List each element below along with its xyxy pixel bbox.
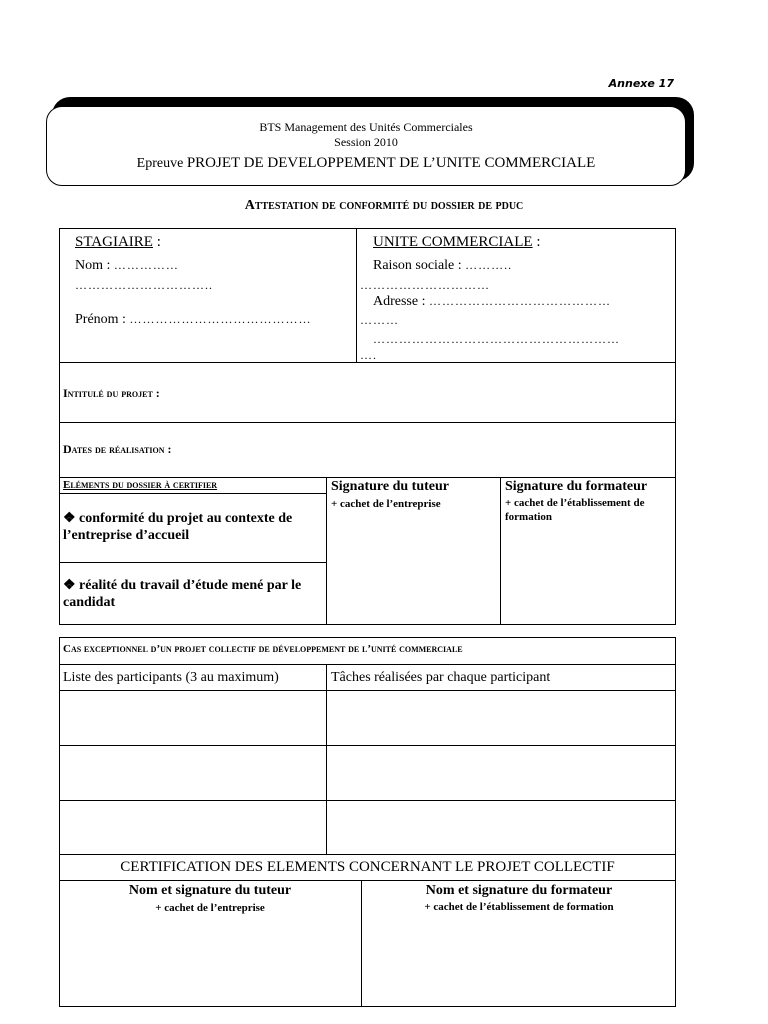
raison-dots-line2: …………………………	[360, 278, 490, 292]
collectif-formateur-sub: + cachet de l’établissement de formation	[424, 901, 614, 913]
elements-heading: Eléments du dossier à certifier	[63, 479, 218, 491]
prenom-label: Prénom :	[75, 312, 130, 327]
attestation-title: Attestation de conformité du dossier de pduc	[244, 198, 524, 213]
prenom-dots: ……………………………………	[129, 312, 312, 326]
adresse-dots-line4: ….	[360, 348, 377, 362]
divider	[59, 664, 676, 665]
tache-row-3[interactable]	[327, 801, 675, 854]
tache-row-1[interactable]	[327, 691, 675, 745]
raison-dots: ………..	[465, 258, 513, 272]
stagiaire-heading	[75, 234, 161, 251]
nom-dots: ……………	[113, 258, 179, 272]
raison-label: Raison sociale :	[373, 258, 466, 273]
participant-row-3[interactable]	[60, 801, 326, 854]
divider	[500, 477, 501, 625]
participant-row-2[interactable]	[60, 746, 326, 800]
signature-tuteur-sub: + cachet de l’entreprise	[331, 498, 441, 510]
divider	[59, 562, 327, 563]
intitule-projet-label: Intitulé du projet :	[63, 386, 160, 400]
stagiaire-colon: :	[152, 234, 161, 250]
signature-tuteur-heading: Signature du tuteur	[331, 479, 449, 494]
signature-formateur-sub: + cachet de l’établissement de formation	[505, 497, 645, 523]
col-participants: Liste des participants (3 au maximum)	[63, 670, 279, 685]
participant-row-1[interactable]	[60, 691, 326, 745]
nom-field[interactable]	[75, 258, 179, 274]
divider	[59, 493, 327, 494]
header-line2: Session 2010	[334, 135, 398, 149]
header-line3	[47, 155, 685, 172]
collectif-formateur-heading: Nom et signature du formateur	[425, 883, 613, 898]
signature-formateur-heading: Signature du formateur	[505, 479, 648, 494]
certification-heading: CERTIFICATION DES ELEMENTS CONCERNANT LE PROJET COLLECTIF	[120, 859, 615, 875]
collectif-tuteur-heading: Nom et signature du tuteur	[128, 883, 292, 898]
divider	[326, 477, 327, 625]
collectif-heading: Cas exceptionnel d’un projet collectif de développement de l’unité commerciale	[63, 643, 463, 655]
unite-heading-text: UNITE COMMERCIALE	[373, 234, 533, 250]
header-line1: BTS Management des Unités Commerciales	[259, 120, 473, 134]
header-banner	[46, 106, 686, 186]
nom-label: Nom :	[75, 258, 114, 273]
unite-heading	[373, 234, 541, 251]
adresse-dots-line2: ………	[360, 313, 399, 327]
divider	[59, 422, 676, 423]
element-conformite: ❖ conformité du projet au contexte de l’entreprise d’accueil	[63, 511, 293, 543]
divider	[361, 880, 362, 1007]
header-epreuve: Epreuve	[136, 156, 187, 171]
divider	[59, 880, 676, 881]
divider	[59, 854, 676, 855]
adresse-field[interactable]	[373, 294, 611, 310]
adresse-label: Adresse :	[373, 294, 429, 309]
collectif-tuteur-sub: + cachet de l’entreprise	[155, 902, 265, 914]
unite-colon: :	[532, 234, 541, 250]
nom-dots-line2: …………………………..	[75, 278, 213, 292]
dates-realisation-label: Dates de réalisation :	[63, 442, 172, 456]
adresse-dots: ……………………………………	[429, 294, 611, 308]
header-epreuve-title: PROJET DE DEVELOPPEMENT DE L’UNITE COMMERCIALE	[186, 155, 596, 171]
stagiaire-heading-text: STAGIAIRE	[75, 234, 153, 250]
col-taches: Tâches réalisées par chaque participant	[331, 670, 551, 685]
element-realite: ❖ réalité du travail d’étude mené par le candidat	[63, 578, 302, 610]
adresse-dots-line3: …………………………………………………	[373, 332, 620, 346]
raison-sociale-field[interactable]	[373, 258, 512, 274]
tache-row-2[interactable]	[327, 746, 675, 800]
divider	[59, 477, 676, 478]
divider	[356, 228, 357, 362]
annexe-label: Annexe 17	[608, 77, 674, 90]
prenom-field[interactable]	[75, 312, 311, 328]
